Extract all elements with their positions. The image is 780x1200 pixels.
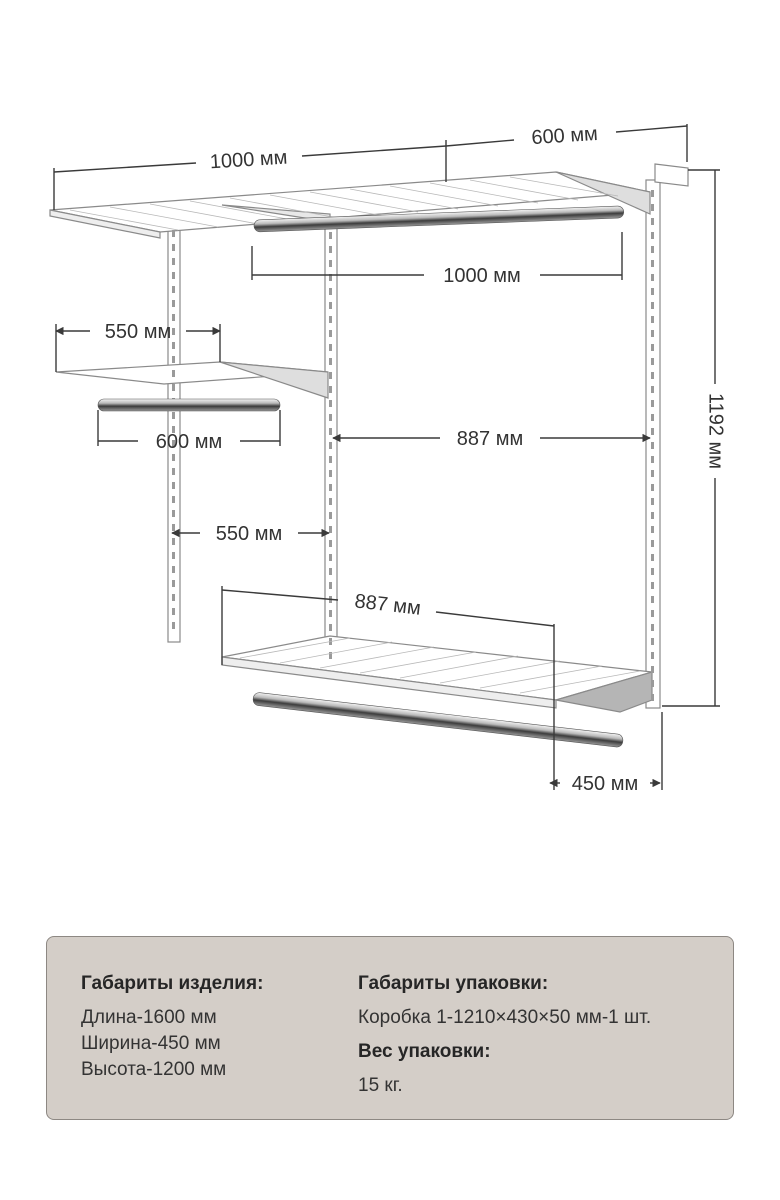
upright-slot (172, 496, 175, 503)
upright-slot (172, 608, 175, 615)
package-weight-title: Вес упаковки: (358, 1041, 491, 1062)
package-dimensions (358, 971, 651, 1099)
upright-slot (329, 400, 332, 407)
upright-slot (651, 512, 654, 519)
upright-slot (651, 302, 654, 309)
upright-slot (651, 218, 654, 225)
upright-slot (329, 344, 332, 351)
upright-slot (172, 482, 175, 489)
upright-slots (172, 190, 654, 701)
upright-slot (329, 484, 332, 491)
product-dimensions-title: Габариты изделия: (81, 973, 264, 994)
upright-slot (172, 524, 175, 531)
upright-slot (329, 582, 332, 589)
upright-slot (172, 622, 175, 629)
upright-slot (651, 260, 654, 267)
upright-slot (172, 580, 175, 587)
upright-slot (651, 428, 654, 435)
upright-slot (172, 356, 175, 363)
upright-slot (172, 594, 175, 601)
upright-slot (172, 552, 175, 559)
upright-slot (651, 358, 654, 365)
upright-slot (651, 190, 654, 197)
upright-slot (329, 568, 332, 575)
upright-slot (329, 526, 332, 533)
product-width: Ширина-450 мм (81, 1033, 221, 1054)
upright-slot (329, 442, 332, 449)
upright-slot (172, 454, 175, 461)
package-box: Коробка 1-1210×430×50 мм-1 шт. (358, 1007, 652, 1028)
upright-slot (651, 652, 654, 659)
product-length: Длина-1600 мм (81, 1007, 217, 1028)
dim-inner-span: 887 мм (456, 428, 524, 450)
upright-slot (651, 470, 654, 477)
upright-slot (172, 384, 175, 391)
dim-top-right: 600 мм (530, 122, 599, 150)
upright-slot (172, 370, 175, 377)
upright-slot (651, 204, 654, 211)
specs-panel (46, 936, 734, 1120)
upright-slot (651, 484, 654, 491)
upright-slot (651, 442, 654, 449)
upright-slot (172, 342, 175, 349)
upright-slot (172, 328, 175, 335)
upright-slot (172, 468, 175, 475)
upright-slot (329, 610, 332, 617)
upright-slot (651, 344, 654, 351)
upright-slot (172, 230, 175, 237)
upright-slot (172, 286, 175, 293)
upright-slot (329, 288, 332, 295)
dim-top-left: 1000 мм (209, 146, 289, 174)
upright-slot (651, 498, 654, 505)
upright-slot (651, 582, 654, 589)
upright-slot (651, 274, 654, 281)
side-bracket (220, 362, 328, 398)
upright-slot (329, 246, 332, 253)
upright-slot (651, 610, 654, 617)
upright-slot (651, 694, 654, 701)
upright-slot (651, 316, 654, 323)
upright-slot (329, 470, 332, 477)
upright-slot (172, 314, 175, 321)
upright-slot (329, 428, 332, 435)
dim-bottom-depth: 450 мм (571, 773, 639, 795)
product-height: Высота-1200 мм (81, 1059, 227, 1080)
dim-side-rod: 600 мм (155, 431, 223, 453)
package-dimensions-title: Габариты упаковки: (358, 973, 549, 994)
upright-slot (651, 288, 654, 295)
upright-slot (329, 456, 332, 463)
upright-slot (172, 510, 175, 517)
upright-slot (651, 414, 654, 421)
upright-slot (172, 272, 175, 279)
upright-slot (329, 330, 332, 337)
package-weight: 15 кг. (358, 1075, 403, 1096)
upright-slot (651, 540, 654, 547)
upright-slot (329, 414, 332, 421)
dim-top-rod: 1000 мм (443, 265, 521, 287)
dim-total-height: 1192 мм (704, 392, 727, 470)
upright-slot (651, 372, 654, 379)
upright-slot (651, 400, 654, 407)
wall-rail (655, 164, 688, 186)
upright-slot (651, 596, 654, 603)
upright-slot (329, 624, 332, 631)
upright-slot (329, 498, 332, 505)
upright-slot (651, 526, 654, 533)
upright-slot (651, 456, 654, 463)
upright-slot (172, 300, 175, 307)
dim-bottom-shelf: 887 мм (353, 590, 422, 620)
upright-slot (651, 330, 654, 337)
upright-slot (329, 260, 332, 267)
upright-slot (329, 540, 332, 547)
upright-slot (329, 554, 332, 561)
upright-slot (651, 386, 654, 393)
upright-slot (651, 568, 654, 575)
side-rod (98, 399, 280, 411)
upright-slot (172, 566, 175, 573)
upright-slot (329, 358, 332, 365)
upright-slot (172, 244, 175, 251)
dim-upright-spacing: 550 мм (215, 523, 283, 545)
upright-slot (651, 246, 654, 253)
upright-slot (329, 302, 332, 309)
upright-slot (651, 638, 654, 645)
upright-slot (329, 372, 332, 379)
upright-slot (651, 232, 654, 239)
upright-slot (172, 538, 175, 545)
upright-slot (651, 624, 654, 631)
upright-slot (329, 232, 332, 239)
upright-slot (651, 680, 654, 687)
upright-slot (651, 666, 654, 673)
upright-slot (329, 512, 332, 519)
upright-slot (172, 412, 175, 419)
dim-side-shelf: 550 мм (104, 321, 172, 343)
upright-slot (329, 386, 332, 393)
upright-slot (329, 316, 332, 323)
upright-slot (172, 258, 175, 265)
product-dimensions (81, 971, 263, 1083)
upright-slot (651, 554, 654, 561)
